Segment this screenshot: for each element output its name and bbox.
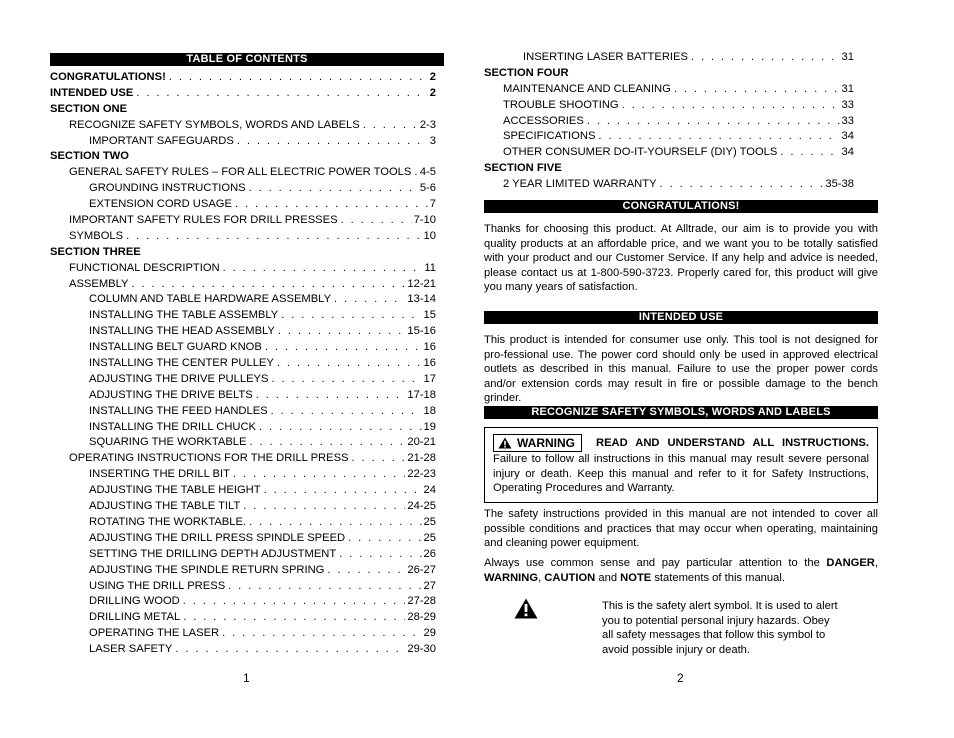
toc-entry-title: LASER SAFETY [89,643,173,656]
toc-entry-title: SYMBOLS [69,229,124,242]
toc-entry[interactable] [484,82,854,98]
dot-leader [249,515,421,531]
toc-entry-page: 17-18 [407,388,436,401]
toc-entry[interactable] [50,451,436,467]
toc-entry[interactable] [50,181,436,197]
toc-entry-page: 33 [841,114,854,127]
toc-entry-page: 2 [429,86,436,99]
toc-entry[interactable] [50,610,436,626]
dot-leader [271,404,422,420]
toc-entry-title: OTHER CONSUMER DO-IT-YOURSELF (DIY) TOOLS [503,146,778,159]
toc-entry-title: IMPORTANT SAFEGUARDS [89,134,234,147]
toc-entry-title: MAINTENANCE AND CLEANING [503,82,671,95]
toc-entry-title: SQUARING THE WORKTABLE [89,436,247,449]
intended-use-header: INTENDED USE [484,311,878,324]
toc-entry[interactable] [50,435,436,451]
toc-entry[interactable] [50,277,436,293]
toc-entry-title: FUNCTIONAL DESCRIPTION [69,261,220,274]
dot-leader [228,579,421,595]
toc-entry[interactable] [50,197,436,213]
toc-entry[interactable] [50,547,436,563]
toc-entry-title: INSTALLING THE HEAD ASSEMBLY [89,325,275,338]
toc-entry-title: ADJUSTING THE TABLE HEIGHT [89,484,261,497]
toc-entry-page: 7 [429,198,436,211]
toc-entry-page: 10 [423,229,436,242]
toc-entry-title: TROUBLE SHOOTING [503,98,619,111]
dot-leader [233,467,405,483]
dot-leader [622,98,840,114]
dot-leader [334,292,405,308]
toc-entry-page: 16 [423,357,436,370]
toc-entry-title: 2 YEAR LIMITED WARRANTY [503,178,657,191]
intended-use-text: This product is intended for consumer use only. This tool is not designed for pro-fessional use. The power cord should only be used in approved electrical outlets as described in this manual. Failure to use the proper power cords and/or extension cords may result in fire or possible damage to the bench grinder. [484,334,878,405]
dot-leader [259,420,422,436]
toc-entry-title: ROTATING THE WORKTABLE. [89,515,247,528]
dot-leader [237,134,428,150]
warning-badge-label: WARNING [517,435,575,450]
toc-entry-title: ASSEMBLY [69,277,129,290]
toc-entry-page: 34 [841,146,854,159]
toc-entry[interactable] [484,129,854,145]
toc-entry-page: 33 [841,98,854,111]
warning-triangle-icon [498,437,512,449]
toc-entry[interactable] [50,324,436,340]
toc-entry[interactable] [50,515,436,531]
dot-leader [341,213,412,229]
congratulations-text: Thanks for choosing this product. At Alltrade, our aim is to provide you with quality products at an affordable price, and we want you to be totally satisfied with your product and our Customer Service. If any help and advice is needed, please contact us at 1-800-590-3723. Properly cared for, this product will give you many years of satisfaction. [484,223,878,294]
warning-box [484,427,878,503]
toc-entry[interactable] [484,50,854,66]
dot-leader [660,177,824,193]
toc-entry-page: 15-16 [407,325,436,338]
toc-entry-page: 12-21 [407,277,436,290]
section-heading: SECTION THREE [50,245,141,258]
toc-entry-page: 20-21 [407,436,436,449]
toc-entry[interactable] [50,594,436,610]
dot-leader [249,435,405,451]
toc-entry-page: 24-25 [407,500,436,513]
toc-entry[interactable] [50,626,436,642]
toc-entry[interactable] [50,467,436,483]
toc-entry-title: INSTALLING THE DRILL CHUCK [89,420,257,433]
warning-lead: READ AND UNDERSTAND ALL INSTRUCTIONS. [596,436,869,449]
toc-entry-page: 4-5 [419,166,436,179]
toc-entry[interactable] [50,165,436,181]
safety-alert-icon [514,598,538,619]
toc-entry[interactable] [50,642,436,658]
toc-entry-page: 27-28 [407,595,436,608]
dot-leader [348,531,421,547]
safety-symbols-header: RECOGNIZE SAFETY SYMBOLS, WORDS AND LABELS [484,406,878,419]
toc-entry[interactable] [484,114,854,130]
toc-entry-page: 7-10 [413,214,436,227]
toc-entry[interactable] [50,420,436,436]
toc-entry-page: 31 [841,51,854,63]
toc-entry-title: ADJUSTING THE DRIVE PULLEYS [89,372,269,385]
toc-entry-title: CONGRATULATIONS! [50,71,166,83]
toc-entry-title: INSTALLING BELT GUARD KNOB [89,341,262,354]
dot-leader [223,261,423,277]
dot-leader [249,181,418,197]
toc-entry-page: 5-6 [419,182,436,195]
warning-text: Failure to follow all instructions in this manual may result severe personal injury or death. Keep this manual and refer to it for Safety Instructions, Operating Procedures and Warranty. [493,453,869,495]
toc-entry[interactable] [50,308,436,324]
toc-entry-page: 25 [423,515,436,528]
dot-leader [674,82,840,98]
note-word: NOTE [620,571,652,584]
dot-leader [265,340,422,356]
dot-leader [222,626,421,642]
dot-leader [587,114,840,130]
toc-entry-title: INTENDED USE [50,86,134,99]
toc-entry[interactable] [50,213,436,229]
dot-leader [780,145,839,161]
section-heading: SECTION TWO [50,150,129,163]
dot-leader [136,86,427,102]
dot-leader [363,118,418,134]
page-number-right: 2 [677,671,684,685]
toc-entry[interactable] [50,261,436,277]
toc-entry-title: OPERATING THE LASER [89,627,220,640]
toc-entry-page: 3 [429,134,436,147]
toc-entry-page: 34 [841,130,854,143]
toc-entry-title: SETTING THE DRILLING DEPTH ADJUSTMENT [89,547,337,560]
toc-entry[interactable] [50,86,436,102]
toc-entry-page: 24 [423,484,436,497]
toc-entry-title: OPERATING INSTRUCTIONS FOR THE DRILL PRESS [69,452,349,465]
dot-leader [352,451,406,467]
dot-leader [278,324,405,340]
toc-entry-title: DRILLING WOOD [89,595,180,608]
toc-entry[interactable] [50,340,436,356]
toc-entry-title: INSTALLING THE CENTER PULLEY [89,357,274,370]
toc-entry-title: RECOGNIZE SAFETY SYMBOLS, WORDS AND LABELS [69,118,360,131]
section-heading: SECTION ONE [50,102,128,115]
toc-header: TABLE OF CONTENTS [50,53,444,66]
dot-leader [131,277,405,293]
toc-entry-title: INSERTING THE DRILL BIT [89,468,230,481]
toc-entry-title: COLUMN AND TABLE HARDWARE ASSEMBLY [89,293,332,306]
toc-entry-page: 15 [423,309,436,322]
toc-entry[interactable] [484,98,854,114]
toc-entry[interactable] [50,388,436,404]
toc-entry-page: 2 [429,71,436,83]
toc-entry-title: ADJUSTING THE SPINDLE RETURN SPRING [89,563,325,576]
toc-entry-title: ADJUSTING THE DRILL PRESS SPINDLE SPEED [89,531,346,544]
dot-leader [277,356,422,372]
toc-entry[interactable] [50,118,436,134]
toc-entry-page: 16 [423,341,436,354]
dot-leader [327,563,405,579]
dot-leader [183,594,406,610]
toc-entry[interactable] [50,499,436,515]
toc-entry-page: 21-28 [407,452,436,465]
toc-entry[interactable] [50,356,436,372]
dot-leader [235,197,428,213]
toc-entry[interactable] [484,177,854,193]
toc-entry[interactable] [50,404,436,420]
toc-entry-title: INSERTING LASER BATTERIES [523,51,688,63]
toc-entry-page: 31 [841,82,854,95]
toc-entry-page: 2-3 [419,118,436,131]
toc-entry-page: 26 [423,547,436,560]
warning-badge [493,434,582,452]
warning-word: WARNING [484,571,539,584]
toc-list-continued [484,50,854,193]
dot-leader [175,642,405,658]
toc-entry-title: GROUNDING INSTRUCTIONS [89,182,246,195]
toc-entry-page: 19 [423,420,436,433]
dot-leader [271,372,421,388]
toc-list [50,70,436,658]
toc-entry-page: 22-23 [407,468,436,481]
toc-entry-title: ADJUSTING THE DRIVE BELTS [89,388,253,401]
toc-entry-page: 29-30 [407,643,436,656]
section-heading: SECTION FOUR [484,66,569,79]
toc-entry-page: 26-27 [407,563,436,576]
toc-entry-page: 11 [424,261,436,274]
dot-leader [281,308,421,324]
toc-entry-title: INSTALLING THE FEED HANDLES [89,404,268,417]
dot-leader [126,229,421,245]
dot-leader [256,388,406,404]
toc-entry[interactable] [50,531,436,547]
safety-alert-text: This is the safety alert symbol. It is used to alert you to potential personal injury hazards. Obey all safety messages that follow this symbol to avoid possible injury or death. [602,600,838,656]
toc-entry[interactable] [484,145,854,161]
dot-leader [169,70,428,86]
toc-entry-title: EXTENSION CORD USAGE [89,198,232,211]
toc-entry[interactable] [50,579,436,595]
toc-entry-page: 27 [423,579,436,592]
congratulations-header: CONGRATULATIONS! [484,200,878,213]
toc-entry[interactable] [50,292,436,308]
toc-entry-title: DRILLING METAL [89,611,181,624]
toc-entry-title: SPECIFICATIONS [503,130,596,143]
safety-instructions-text: The safety instructions provided in this manual are not intended to cover all possible conditions and practices that may occur when operating, maintaining and cleaning power equipment. [484,508,878,550]
dot-leader [691,50,840,66]
toc-entry-title: GENERAL SAFETY RULES – FOR ALL ELECTRIC POWER TOOLS [69,166,412,179]
toc-entry-page: 17 [423,372,436,385]
caution-word: CAUTION [544,571,596,584]
dot-leader [598,129,839,145]
dot-leader [243,499,405,515]
dot-leader [264,483,422,499]
toc-entry-page: 28-29 [407,611,436,624]
toc-entry[interactable] [50,483,436,499]
section-heading: SECTION FIVE [484,162,562,175]
toc-entry[interactable] [50,372,436,388]
toc-entry-title: IMPORTANT SAFETY RULES FOR DRILL PRESSES [69,214,338,227]
toc-entry-page: 13-14 [407,293,436,306]
toc-entry[interactable] [50,563,436,579]
dot-leader [183,610,405,626]
toc-entry-page: 29 [423,627,436,640]
dot-leader [339,547,421,563]
toc-entry[interactable] [50,70,436,86]
toc-entry-page: 18 [423,404,436,417]
toc-entry[interactable] [50,229,436,245]
page-number-left: 1 [243,671,250,685]
toc-entry-page: 35-38 [825,178,854,191]
toc-entry-title: USING THE DRILL PRESS [89,579,226,592]
toc-entry[interactable] [50,134,436,150]
toc-entry-page: 25 [423,531,436,544]
signal-words-text: Always use common sense and pay particular attention to the DANGER, WARNING, CAUTION and NOTE statements of this manual. [484,557,878,584]
danger-word: DANGER [826,557,875,569]
toc-entry-title: ADJUSTING THE TABLE TILT [89,500,241,513]
toc-entry-title: INSTALLING THE TABLE ASSEMBLY [89,309,279,322]
toc-entry-title: ACCESSORIES [503,114,584,127]
